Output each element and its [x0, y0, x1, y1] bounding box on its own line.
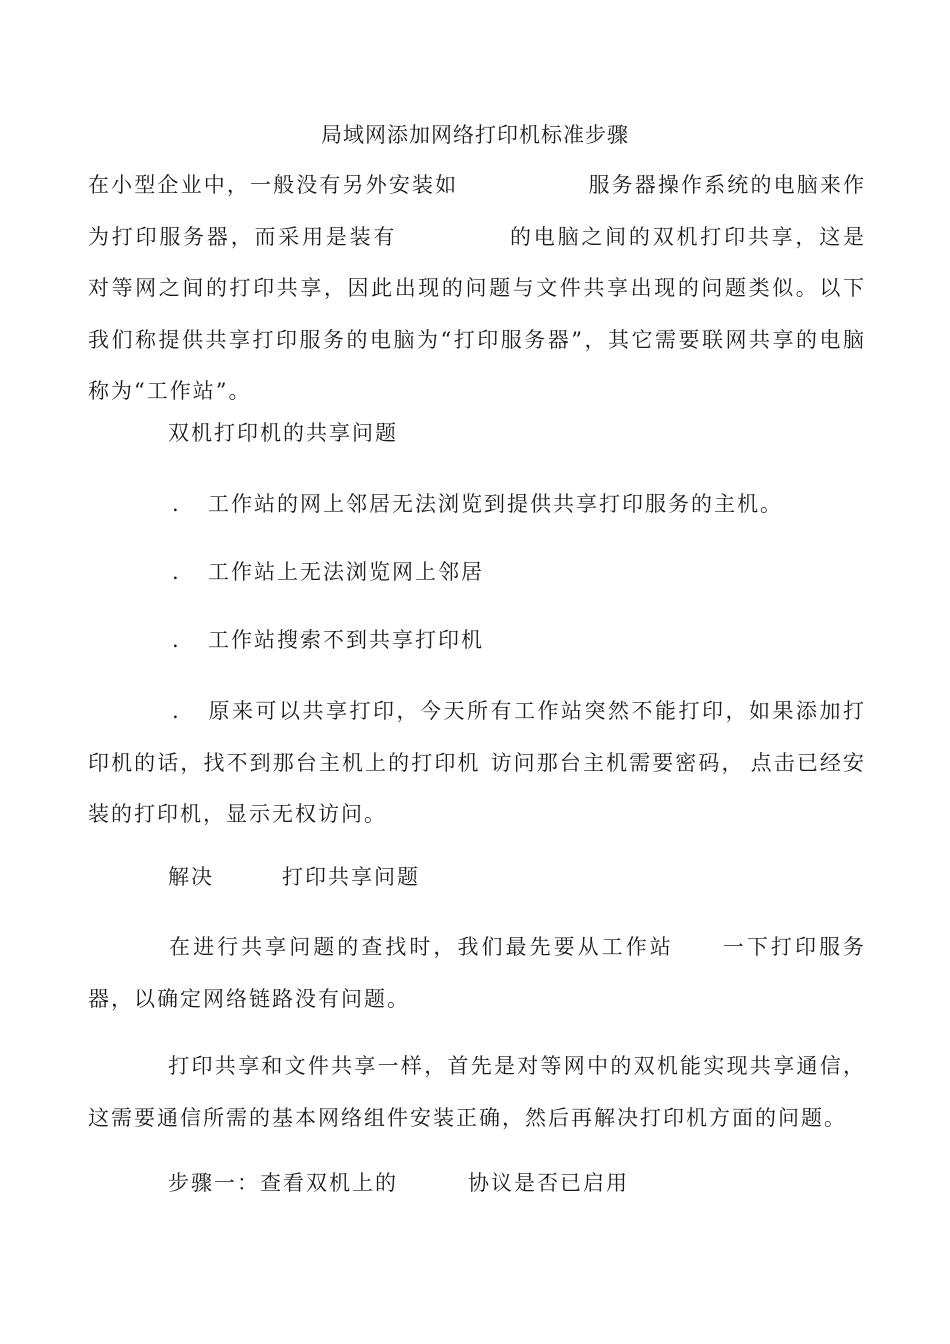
bullet-marker: .: [172, 492, 181, 516]
bullet-marker: .: [172, 699, 181, 723]
intro-text-1: 在小型企业中，一般没有另外安装如: [88, 173, 459, 197]
bullet-item: [88, 547, 866, 599]
search-paragraph: [88, 922, 866, 1025]
section-heading-text-2: 打印共享问题: [282, 865, 420, 889]
bullet-text: 工作站的网上邻居无法浏览到提供共享打印服务的主机。: [208, 492, 783, 516]
section-heading-text: 双机打印机的共享问题: [168, 421, 398, 445]
step-one-heading: [88, 1158, 866, 1210]
page-title: 局域网添加网络打印机标准步骤: [321, 123, 629, 147]
bullet-item: [88, 615, 866, 667]
bullet-item-long: [88, 686, 866, 841]
bullet-text-1: 原来可以共享打印，今天所有工作站突然不能打印，如果添加打印机的话，找不到那台主机上的打印机: [88, 699, 866, 775]
step-one-text-2: 协议是否已启用: [468, 1171, 629, 1195]
section-heading-shared-problems: [88, 408, 866, 460]
share-text: 打印共享和文件共享一样，首先是对等网中的双机能实现共享通信，这需要通信所需的基本网络组件安装正确，然后再解决打印机方面的问题。: [88, 1054, 866, 1130]
bullet-text-3: 点击已经安装的打印机，显示无权访问。: [88, 750, 867, 826]
search-text-1: 在进行共享问题的查找时，我们最先要从工作站: [168, 935, 674, 959]
search-text-2: 一下打印服务器，以确定网络链路没有问题。: [88, 935, 867, 1011]
section-heading-solve: [88, 852, 866, 904]
step-one-text-1: 步骤一：查看双机上的: [168, 1171, 398, 1195]
intro-text-3: 的电脑之间的双机打印共享，这是对等网之间的打印共享，因此出现的问题与文件共享出现的问题类似。以下我们称提供共享打印服务的电脑为“打印服务器”，其它需要联网共享的电脑称为“工作站”。: [88, 224, 867, 403]
bullet-marker: .: [172, 560, 181, 584]
section-heading-text-1: 解决: [168, 865, 214, 889]
share-paragraph: [88, 1041, 866, 1144]
bullet-marker: .: [172, 628, 181, 652]
bullet-text: 工作站搜索不到共享打印机: [208, 628, 484, 652]
bullet-text-2: 访问那台主机需要密码，: [490, 750, 745, 775]
intro-paragraph: [88, 160, 866, 418]
bullet-item: [88, 479, 866, 531]
bullet-text: 工作站上无法浏览网上邻居: [208, 560, 484, 584]
intro-text-2: 服务器操作系统的电脑来作为打印服务器，而采用是装有: [88, 173, 867, 249]
